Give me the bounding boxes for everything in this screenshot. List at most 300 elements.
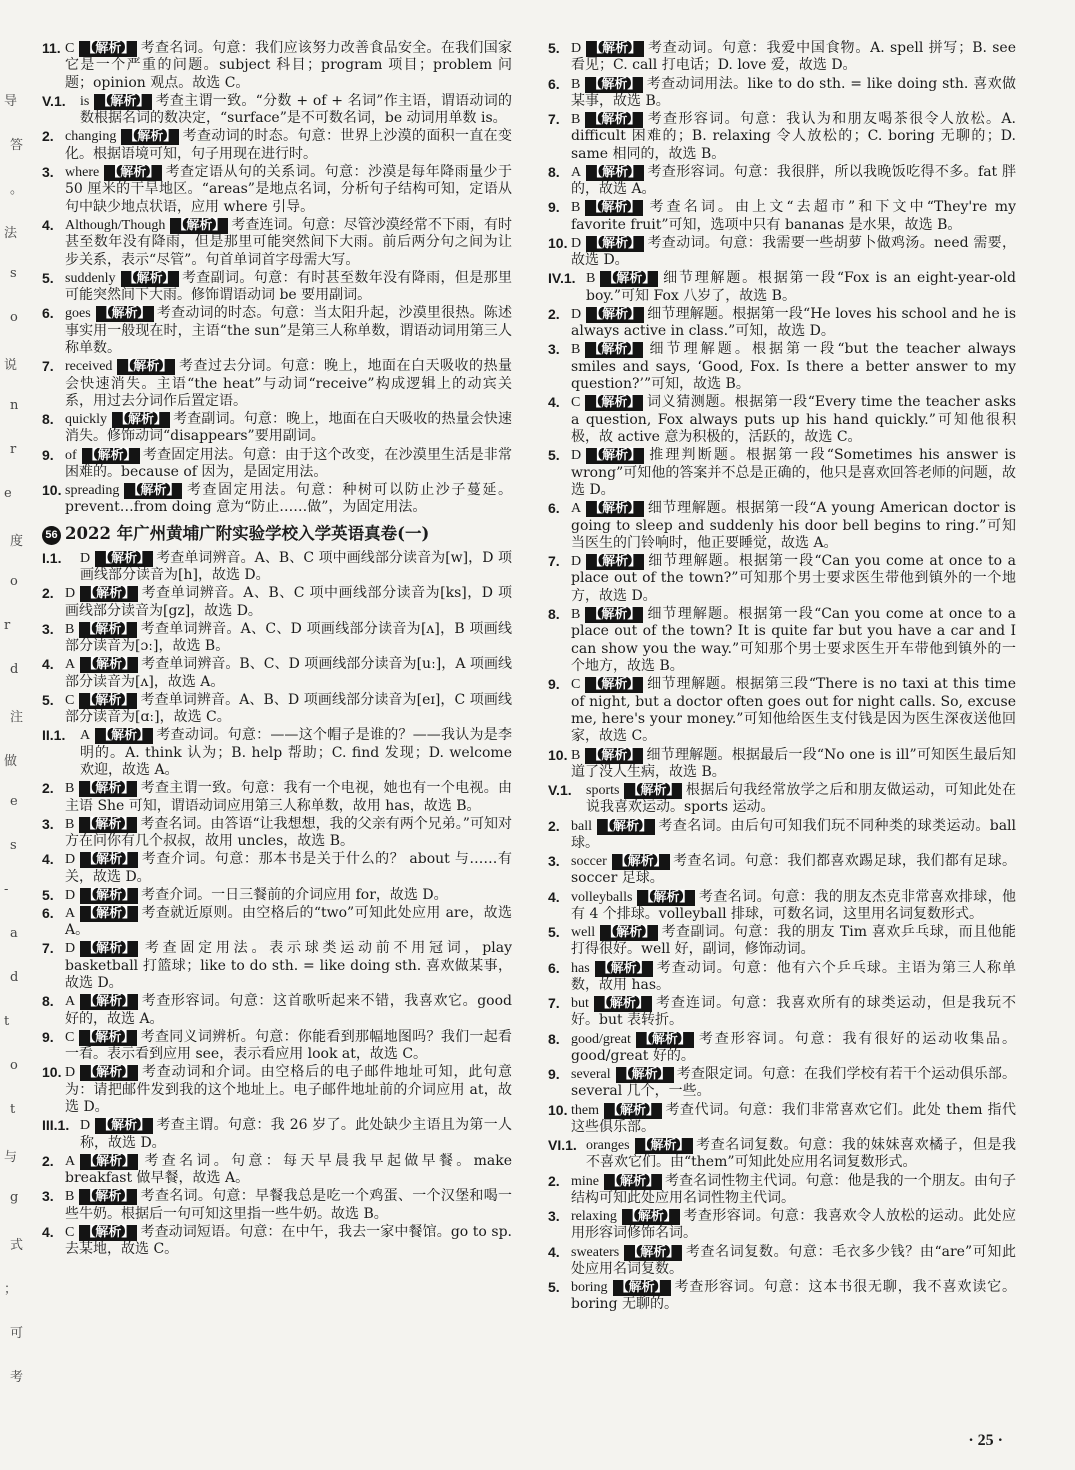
answer-key: A [571, 501, 582, 517]
answer-key: B [571, 200, 581, 216]
item-number: 2. [548, 1172, 560, 1189]
analysis-tag: 【解析】 [104, 165, 162, 181]
answer-item [42, 1224, 512, 1259]
answer-item [548, 676, 1016, 746]
answer-item [548, 306, 1016, 341]
answer-key: D [65, 941, 76, 957]
explanation-text: 考查动词的时态。句意：世界上沙漠的面积一直在变化。根据语境可知，句子用现在进行时。 [65, 128, 512, 162]
analysis-tag: 【解析】 [124, 483, 182, 499]
explanation-text: 考查连词。句意：我喜欢所有的球类运动，但是我玩不好。but 表转折。 [571, 995, 1016, 1029]
edge-fragment: 。 [10, 182, 24, 197]
explanation-text: 考查形容词。句意：这首歌听起来不错，我喜欢它。good 好的，故选 A。 [65, 993, 512, 1027]
answer-key: D [571, 554, 582, 570]
explanation-text: 考查名词。句意：我的朋友杰克非常喜欢排球，他有 4 个排球。volleyball 排球，可数名词，这里用名词复数形式。 [571, 888, 1016, 922]
explanation-text: 考查动词的时态。句意：当太阳升起，沙漠里很热。陈述事实用一般现在时，主语“the sun”是第三人称单数，谓语动词用第三人称单数。 [65, 305, 512, 357]
explanation-text: 考查名词。句意：早餐我总是吃一个鸡蛋、一个汉堡和喝一些牛奶。根据后一句可知这里指一些牛奶。故选 B。 [65, 1188, 512, 1222]
explanation-text: 考查名词复数。句意：毛衣多少钱？由“are”可知此处应用名词复数。 [571, 1243, 1016, 1277]
answer-key: A [65, 994, 76, 1010]
analysis-tag: 【解析】 [613, 1280, 671, 1296]
explanation-text: 考查名词。句意：我们应该努力改善食品安全。在我们国家它是一个严重的问题。subject 科目；program 项目；problem 问题；opinion 观点。故选 C。 [65, 40, 512, 91]
explanation-text: 细节理解题。根据第一段“Fox is an eight-year-old boy.”可知 Fox 八岁了，故选 B。 [586, 270, 1016, 304]
edge-fragment: e [10, 794, 18, 809]
analysis-tag: 【解析】 [585, 748, 643, 764]
explanation-text: 考查代词。句意：我们非常喜欢它们。此处 them 指代这些俱乐部。 [571, 1101, 1016, 1135]
answer-item [548, 76, 1016, 111]
answer-item [548, 447, 1016, 499]
answer-item [42, 217, 512, 269]
answer-key: volleyballs [571, 889, 633, 905]
item-number: 9. [548, 1066, 560, 1083]
edge-fragment: 考 [10, 1370, 24, 1385]
edge-fragment: t [4, 1014, 10, 1029]
analysis-tag: 【解析】 [79, 1030, 137, 1046]
answer-item [548, 40, 1016, 75]
answer-item [548, 341, 1016, 393]
answer-item [42, 411, 512, 446]
analysis-tag: 【解析】 [79, 781, 137, 797]
item-number: 8. [548, 163, 560, 180]
analysis-tag: 【解析】 [586, 165, 644, 181]
answer-item [548, 500, 1016, 552]
item-number: 8. [42, 993, 54, 1010]
answer-key: B [65, 1189, 75, 1205]
analysis-tag: 【解析】 [586, 236, 644, 252]
explanation-text: 细节理解题。根据第一段“Can you come at once to a place out of the town?”可知那个男士要求医生带他到镇外的一个地方，故选 D。 [571, 553, 1016, 604]
answer-key: sweaters [571, 1244, 620, 1260]
answer-item [42, 993, 512, 1028]
answer-key: D [65, 887, 76, 903]
edge-fragment: 式 [10, 1238, 24, 1253]
answer-item [548, 199, 1016, 234]
edge-fragment: 说 [4, 358, 18, 373]
explanation-text: 考查过去分词。句意：晚上，地面在白天吸收的热量会快速消失。主语“the heat”与动词“receive”构成逻辑上的动宾关系，用过去分词作后置定语。 [65, 358, 512, 409]
analysis-tag: 【解析】 [622, 1209, 680, 1225]
answer-item [548, 995, 1016, 1030]
analysis-tag: 【解析】 [170, 218, 228, 234]
explanation-text: 考查同义词辨析。句意：你能看到那幅地图吗？我们一起看一看。表示看到应用 see，表示看应用 look at，故选 C。 [65, 1028, 512, 1063]
explanation-text: 考查动词用法。like to do sth. = like doing sth. 喜欢做某事，故选 B。 [571, 75, 1016, 109]
answer-key: C [65, 692, 75, 708]
answer-item [548, 1137, 1016, 1172]
analysis-tag: 【解析】 [585, 342, 643, 358]
answer-key: C [65, 41, 75, 56]
explanation-text: 推理判断题。根据第一段“Sometimes his answer is wrong”可知他的答案并不总是正确的，他只是喜欢回答老师的问题，故选 D。 [571, 447, 1016, 499]
analysis-tag: 【解析】 [594, 996, 652, 1012]
answer-item [42, 851, 512, 886]
explanation-text: 考查名词。由上文“去超市”和下文中“They're my favorite fruit”可知，选项中只有 bananas 是水果，故选 B。 [571, 199, 1016, 233]
answer-key: B [65, 621, 75, 637]
item-number: 6. [548, 959, 560, 976]
explanation-text: 考查形容词。句意：我有很好的运动收集品。good/great 好的。 [571, 1030, 1016, 1064]
edge-fragment: 做 [4, 754, 18, 769]
item-number: 3. [548, 1208, 560, 1225]
item-number: 6. [548, 75, 560, 92]
answer-key: B [571, 342, 581, 358]
item-number: 3. [548, 341, 560, 358]
analysis-tag: 【解析】 [585, 607, 643, 623]
item-number: 3. [42, 163, 54, 180]
analysis-tag: 【解析】 [624, 783, 682, 799]
answer-key: B [65, 816, 75, 832]
edge-fragment: 答 [10, 138, 24, 153]
answer-key: mine [571, 1173, 599, 1189]
analysis-tag: 【解析】 [121, 271, 179, 287]
explanation-text: 考查形容词。句意：我认为和朋友喝茶很令人放松。A. difficult 困难的；B. relaxing 令人放松的；C. boring 无聊的；D. same 相同的，故选 B。 [571, 111, 1016, 162]
analysis-tag: 【解析】 [585, 77, 643, 93]
item-number: 5. [548, 447, 560, 464]
answer-key: Although/Though [65, 217, 166, 233]
item-number: III.1. [42, 1117, 70, 1134]
explanation-text: 细节理解题。根据第一段“but the teacher always smiles and says, ‘Good, Fox. Is there a better answer to my question?’”可知，故选 B。 [571, 341, 1016, 393]
item-number: 2. [42, 780, 54, 797]
analysis-tag: 【解析】 [612, 854, 670, 870]
answer-key: several [571, 1067, 611, 1083]
answer-key: well [571, 925, 596, 941]
analysis-tag: 【解析】 [121, 129, 179, 145]
answer-item [548, 606, 1016, 676]
answer-key: good/great [571, 1031, 631, 1047]
analysis-tag: 【解析】 [82, 448, 140, 464]
answer-item [42, 358, 512, 410]
answer-item [42, 1117, 512, 1152]
explanation-text: 考查主谓一致。句意：我有一个电视，她也有一个电视。由主语 She 可知，谓语动词应用第三人称单数，故用 has，故选 B。 [65, 780, 512, 814]
page-number: · 25 · [968, 1432, 1003, 1449]
answer-item [548, 394, 1016, 446]
answer-item [548, 270, 1016, 305]
answer-item [548, 1244, 1016, 1279]
explanation-text: 考查动词短语。句意：在中午，我去一家中餐馆。go to sp. 去某地，故选 C。 [65, 1223, 512, 1258]
answer-key: changing [65, 129, 117, 145]
answer-item [548, 553, 1016, 605]
answer-key: has [571, 960, 590, 976]
answer-key: D [65, 852, 76, 868]
analysis-tag: 【解析】 [79, 1189, 137, 1205]
explanation-text: 考查就近原则。由空格后的“two”可知此处应用 are，故选 A。 [65, 904, 512, 939]
item-number: 9. [42, 446, 54, 463]
item-number: 4. [548, 394, 560, 411]
analysis-tag: 【解析】 [79, 41, 137, 57]
answer-item [42, 585, 512, 620]
item-number: V.1. [548, 782, 572, 799]
item-number: 7. [42, 358, 54, 375]
answer-item [548, 1173, 1016, 1208]
explanation-text: 考查形容词。句意：我喜欢令人放松的运动。此处应用形容词修饰名词。 [571, 1208, 1016, 1242]
analysis-tag: 【解析】 [79, 817, 137, 833]
analysis-tag: 【解析】 [637, 890, 695, 906]
answer-key: spreading [65, 483, 120, 499]
explanation-text: 考查单词辨音。B、C、D 项画线部分读音为[uː]，A 项画线部分读音为[ʌ]，故选 A。 [65, 656, 512, 690]
explanation-text: 考查介词。一日三餐前的介词应用 for，故选 D。 [141, 886, 448, 903]
answer-item [42, 1188, 512, 1223]
answer-item [42, 270, 512, 305]
edge-fragment: 可 [10, 1326, 24, 1341]
answer-item [42, 93, 512, 128]
analysis-tag: 【解析】 [80, 906, 138, 922]
item-number: 10. [42, 1064, 62, 1081]
explanation-text: 考查名词复数。句意：我的妹妹喜欢橘子，但是我不喜欢它们。由“them”可知此处应用名词复数形式。 [586, 1137, 1016, 1171]
edge-fragment: t [10, 1102, 16, 1117]
analysis-tag: 【解析】 [624, 1245, 682, 1261]
answer-key: goes [65, 306, 91, 322]
analysis-tag: 【解析】 [585, 200, 643, 216]
answer-key: C [571, 677, 581, 693]
answer-key: them [571, 1102, 599, 1118]
edge-fragment: 度 [10, 534, 24, 549]
item-number: 3. [42, 620, 54, 637]
answer-item [42, 1153, 512, 1188]
analysis-tag: 【解析】 [80, 941, 138, 957]
explanation-text: 考查名词。由答语“让我想想，我的父亲有两个兄弟。”可知对方在问你有几个叔叔，故用 uncles，故选 B。 [65, 815, 512, 850]
analysis-tag: 【解析】 [600, 271, 658, 287]
answer-key: B [571, 76, 581, 92]
explanation-text: 考查副词。句意：晚上，地面在白天吸收的热量会快速消失。修饰动词“disappears”要用副词。 [65, 411, 512, 445]
answer-key: D [571, 41, 582, 56]
edge-fragment: d [10, 662, 19, 677]
explanation-text: 考查副词。句意：有时甚至数年没有降雨，但是那里可能突然间下大雨。修饰谓语动词 be 要用副词。 [65, 269, 512, 304]
right-column [548, 40, 1016, 1315]
item-number: 4. [42, 851, 54, 868]
answer-key: A [65, 905, 76, 921]
explanation-text: 考查固定用法。句意：种树可以防止沙子蔓延。prevent…from doing 意为“防止……做”，为固定用法。 [65, 482, 512, 516]
analysis-tag: 【解析】 [80, 657, 138, 673]
item-number: 9. [42, 1028, 54, 1045]
item-number: 2. [548, 817, 560, 834]
answer-key: B [571, 112, 581, 127]
item-number: 8. [548, 1030, 560, 1047]
answer-key: A [65, 657, 76, 673]
item-number: 4. [548, 1243, 560, 1260]
answer-item [42, 1029, 512, 1064]
item-number: 11. [42, 40, 61, 56]
answer-item [42, 128, 512, 163]
analysis-tag: 【解析】 [604, 1174, 662, 1190]
analysis-tag: 【解析】 [80, 994, 138, 1010]
explanation-text: 根据后句我经常放学之后和朋友做运动，可知此处在说我喜欢运动。sports 运动。 [586, 782, 1016, 816]
edge-fragment: 与 [4, 1150, 18, 1165]
explanation-text: 考查名词。句意：每天早晨我早起做早餐。make breakfast 做早餐，故选 A。 [65, 1152, 512, 1187]
edge-fragment: r [4, 618, 11, 633]
answer-item [548, 1279, 1016, 1314]
edge-fragment: o [10, 574, 18, 589]
explanation-text: 考查定语从句的关系词。句意：沙漠是每年降雨量少于 50 厘米的干旱地区。“areas”是地点名词，分析句子结构可知，定语从句中缺少地点状语，应用 where 引导。 [65, 163, 512, 215]
answer-item [42, 727, 512, 779]
answer-key: D [65, 586, 76, 602]
left-column [42, 40, 512, 1259]
analysis-tag: 【解析】 [95, 728, 153, 744]
answer-item [548, 818, 1016, 853]
analysis-tag: 【解析】 [636, 1032, 694, 1048]
answer-key: of [65, 447, 77, 463]
answer-item [42, 1064, 512, 1116]
answer-key: A [571, 164, 582, 180]
explanation-text: 词义猜测题。根据第一段“Every time the teacher asks a question, Fox always puts up his hand quickly.”可知他很积极，故 active 意为积极的，活跃的，故选 C。 [571, 394, 1016, 446]
edge-fragment: o [10, 1058, 18, 1073]
answer-key: B [571, 747, 581, 763]
explanation-text: 考查连词。句意：尽管沙漠经常不下雨，有时甚至数年没有降雨，但是那里可能突然间下大雨。前后两分句之间为让步关系，表示“尽管”。句首单词首字母需大写。 [65, 216, 512, 268]
answer-item [548, 853, 1016, 888]
edge-fragment: s [10, 266, 17, 281]
analysis-tag: 【解析】 [112, 412, 170, 428]
item-number: 5. [548, 924, 560, 941]
answer-item [548, 960, 1016, 995]
analysis-tag: 【解析】 [604, 1103, 662, 1119]
answer-item [548, 164, 1016, 199]
edge-fragment: o [10, 310, 18, 325]
explanation-text: 考查名词。由后句可知我们玩不同种类的球类运动。ball 球。 [571, 817, 1016, 851]
explanation-text: 考查固定用法。句意：由于这个改变，在沙漠里生活是非常困难的。because of 因为，是固定用法。 [65, 446, 512, 480]
analysis-tag: 【解析】 [80, 1065, 138, 1081]
explanation-text: 考查动词和介词。由空格后的电子邮件地址可知，此句意为：请把邮件发到我的这个地址上。电子邮件地址前的介词应用 at，故选 D。 [65, 1064, 512, 1116]
item-number: 2. [548, 305, 560, 322]
answer-item [42, 621, 512, 656]
edge-fragment: g [10, 1190, 19, 1205]
item-number: 2. [42, 1152, 54, 1169]
edge-fragment: e [4, 486, 12, 501]
explanation-text: 考查动词。句意：他有六个乒乓球。主语为第三人称单数，故用 has。 [571, 959, 1016, 993]
analysis-tag: 【解析】 [80, 888, 138, 904]
analysis-tag: 【解析】 [95, 1118, 153, 1134]
explanation-text: 细节理解题。根据第三段“There is no taxi at this time of night, but a doctor often goes out for night calls. So, excuse me, here's your money.”可知他给医生支付钱是因为医生深夜送他回家，故选 C。 [571, 676, 1016, 745]
analysis-tag: 【解析】 [80, 1154, 138, 1170]
explanation-text: 考查单词辨音。A、B、D 项画线部分读音为[eɪ]，C 项画线部分读音为[ɑː]，故选 C。 [65, 691, 512, 726]
item-number: II.1. [42, 727, 66, 744]
edge-fragment: 注 [10, 710, 24, 725]
answer-item [42, 816, 512, 851]
item-number: 10. [548, 1101, 568, 1118]
explanation-text: 考查名词性物主代词。句意：他是我的一个朋友。由句子结构可知此处应用名词性物主代词。 [571, 1172, 1016, 1206]
answer-key: boring [571, 1280, 608, 1296]
item-number: 5. [548, 40, 560, 56]
section-number-badge: 56 [42, 526, 61, 545]
analysis-tag: 【解析】 [96, 306, 154, 322]
explanation-text: 考查单词辨音。A、B、C 项中画线部分读音为[ks]，D 项画线部分读音为[gz]，故选 D。 [65, 585, 512, 619]
analysis-tag: 【解析】 [586, 41, 644, 57]
answer-item [42, 447, 512, 482]
item-number: 7. [548, 553, 560, 570]
answer-key: C [65, 1029, 75, 1045]
analysis-tag: 【解析】 [585, 395, 643, 411]
answer-item [42, 164, 512, 216]
answer-key: but [571, 996, 589, 1012]
analysis-tag: 【解析】 [80, 852, 138, 868]
edge-fragment: r [10, 442, 17, 457]
answer-key: ball [571, 818, 592, 834]
item-number: 4. [42, 1223, 54, 1240]
item-number: 4. [42, 656, 54, 673]
explanation-text: 考查形容词。句意：我很胖，所以我晚饭吃得不多。fat 胖的，故选 A。 [571, 163, 1016, 198]
item-number: 7. [548, 995, 560, 1012]
item-number: 6. [548, 500, 560, 517]
analysis-tag: 【解析】 [80, 586, 138, 602]
item-number: 2. [42, 585, 54, 602]
binding-edge-text [0, 0, 34, 1470]
answer-key: is [80, 93, 90, 109]
explanation-text: 考查限定词。句意：在我们学校有若干个运动俱乐部。several 几个，一些。 [571, 1066, 1016, 1100]
answer-item [42, 482, 512, 517]
item-number: 9. [548, 199, 560, 216]
answer-item [42, 550, 512, 585]
item-number: 7. [548, 111, 560, 127]
item-number: 4. [548, 888, 560, 905]
explanation-text: 考查名词。句意：我们都喜欢踢足球，我们都有足球。soccer 足球。 [571, 853, 1016, 887]
answer-item [42, 656, 512, 691]
answer-item [548, 1031, 1016, 1066]
analysis-tag: 【解析】 [95, 551, 153, 567]
analysis-tag: 【解析】 [79, 1225, 137, 1241]
answer-item [548, 1102, 1016, 1137]
edge-fragment: - [4, 882, 9, 897]
analysis-tag: 【解析】 [586, 307, 644, 323]
answer-key: D [80, 1118, 91, 1134]
answer-key: D [571, 448, 582, 464]
answer-key: D [571, 306, 582, 322]
section-heading [42, 522, 512, 546]
analysis-tag: 【解析】 [117, 359, 175, 375]
item-number: 8. [548, 605, 560, 622]
item-number: 10. [548, 746, 568, 763]
analysis-tag: 【解析】 [597, 819, 655, 835]
answer-item [548, 1066, 1016, 1101]
analysis-tag: 【解析】 [94, 94, 152, 110]
item-number: 6. [42, 305, 54, 322]
item-number: 10. [548, 234, 568, 251]
explanation-text: 考查主谓一致。“分数 + of + 名词”作主语，谓语动词的数根据名词的数决定，“surface”是不可数名词，be 动词用单数 is。 [80, 92, 512, 127]
analysis-tag: 【解析】 [600, 925, 658, 941]
analysis-tag: 【解析】 [586, 448, 644, 464]
answer-key: B [65, 781, 75, 797]
analysis-tag: 【解析】 [586, 501, 644, 517]
answer-item [548, 889, 1016, 924]
explanation-text: 考查单词辨音。A、B、C 项中画线部分读音为[w]，D 项画线部分读音为[h]，故选 D。 [80, 549, 512, 584]
edge-fragment: n [10, 398, 19, 413]
explanation-text: 考查固定用法。表示球类运动前不用冠词，play basketball 打篮球；like to do sth. = like doing sth. 喜欢做某事，故选 D。 [65, 940, 512, 992]
answer-key: D [65, 1065, 76, 1081]
analysis-tag: 【解析】 [79, 622, 137, 638]
item-number: VI.1. [548, 1137, 577, 1154]
answer-key: soccer [571, 854, 607, 870]
item-number: 3. [548, 853, 560, 870]
answer-key: received [65, 359, 113, 375]
item-number: 10. [42, 482, 62, 499]
answer-item [548, 1208, 1016, 1243]
edge-fragment: 导 [4, 94, 18, 109]
answer-item [548, 747, 1016, 782]
answer-item [42, 780, 512, 815]
answer-key: suddenly [65, 270, 116, 286]
answer-key: where [65, 164, 100, 180]
item-number: 9. [548, 676, 560, 693]
edge-fragment: d [10, 970, 19, 985]
answer-item [548, 235, 1016, 270]
answer-key: quickly [65, 412, 107, 428]
answer-key: oranges [586, 1138, 630, 1154]
item-number: 3. [42, 1188, 54, 1205]
item-number: 3. [42, 815, 54, 832]
edge-fragment: a [10, 926, 18, 941]
explanation-text: 考查单词辨音。A、C、D 项画线部分读音为[ʌ]，B 项画线部分读音为[ɔː]，故选 B。 [65, 620, 512, 655]
analysis-tag: 【解析】 [616, 1067, 674, 1083]
explanation-text: 考查动词。句意：——这个帽子是谁的？——我认为是李明的。A. think 认为；B. help 帮助；C. find 发现；D. welcome 欢迎，故选 A。 [80, 727, 512, 779]
answer-item [42, 40, 512, 92]
item-number: 2. [42, 128, 54, 145]
answer-item [42, 887, 512, 904]
answer-key: B [571, 606, 581, 622]
answer-key: B [586, 271, 596, 287]
item-number: 7. [42, 940, 54, 957]
explanation-text: 考查形容词。句意：这本书很无聊，我不喜欢读它。boring 无聊的。 [571, 1279, 1016, 1313]
analysis-tag: 【解析】 [635, 1138, 693, 1154]
item-number: 5. [42, 691, 54, 708]
